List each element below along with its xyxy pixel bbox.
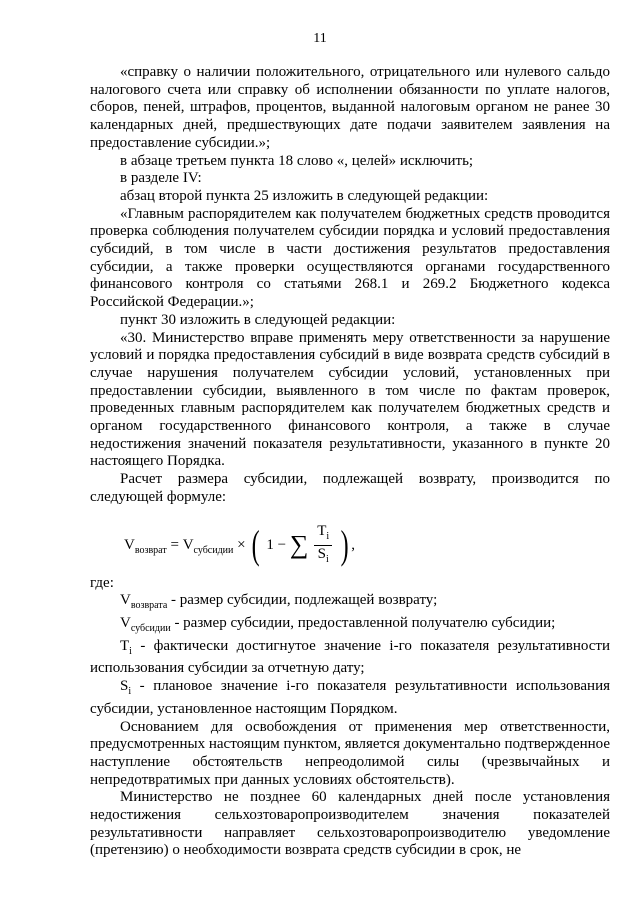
formula-t: T <box>317 522 327 539</box>
left-paren: ( <box>252 521 261 567</box>
formula-v2: V <box>182 536 194 553</box>
paragraph: в абзаце третьем пункта 18 слово «, целей» исключить; <box>120 152 474 169</box>
def-symbol-sub: i <box>129 645 132 657</box>
definition-t <box>90 638 610 678</box>
formula-times: × <box>237 536 246 553</box>
fraction-denominator <box>314 546 332 568</box>
definition-v-subsidy <box>90 615 610 638</box>
def-text: - размер субсидии, подлежащей возврату; <box>167 592 438 609</box>
formula-one: 1 <box>266 536 274 553</box>
def-text: - размер субсидии, предоставленной получателю субсидии; <box>170 614 556 631</box>
formula-s: S <box>317 545 326 562</box>
formula-t-sub: i <box>326 530 330 542</box>
formula-comma: , <box>351 536 355 553</box>
paragraph: Министерство не позднее 60 календарных дней после установления недостижения сельхозтоваропроизводителем значения показателей результативности направляет сельхозтоваропроизводителю уведомление (претензию) о необходимости возврата средств субсидии в срок, не <box>90 789 610 859</box>
document-body <box>90 64 610 860</box>
right-paren: ) <box>340 521 349 567</box>
def-symbol: V <box>120 614 131 631</box>
fraction-numerator <box>314 523 332 546</box>
def-symbol: V <box>120 592 131 609</box>
def-symbol: S <box>120 678 129 695</box>
paragraph: абзац второй пункта 25 изложить в следующей редакции: <box>120 187 489 204</box>
paragraph: в разделе IV: <box>120 170 202 187</box>
refund-formula <box>90 515 610 569</box>
def-symbol: T <box>120 637 130 654</box>
paragraph: «Главным распорядителем как получателем бюджетных средств проводится проверка соблюдения получателем субсидии порядка и условий предоставления субсидий, в том числе в части достижения результатов предоставления субсидии, а также проверки осуществляются органами государственного финансового контроля со статьями 268.1 и 269.2 Бюджетного кодекса Российской Федерации.»; <box>90 205 610 311</box>
def-text: - фактически достигнутое значение i-го показателя результативности использования субсидии за отчетную дату; <box>90 637 610 677</box>
paragraph: Расчет размера субсидии, подлежащей возврату, производится по следующей формуле: <box>90 471 610 505</box>
formula-eq: = <box>170 536 179 553</box>
formula-sigma: ∑ <box>289 529 309 559</box>
def-symbol-sub: возврата <box>130 600 168 612</box>
formula-fraction <box>314 523 332 568</box>
formula-minus: − <box>277 536 287 553</box>
formula-s-sub: i <box>325 553 329 565</box>
page-number: 11 <box>313 31 327 46</box>
paragraph: Основанием для освобождения от применения мер ответственности, предусмотренных настоящим пунктом, является документально подтвержденное наступление обстоятельств непреодолимой силы (чрезвычайных и непредотвратимых при данных условиях обстоятельств). <box>90 718 610 788</box>
def-symbol-sub: i <box>128 686 132 698</box>
definition-v-refund <box>90 592 610 615</box>
def-symbol-sub: субсидии <box>130 622 171 634</box>
def-text: - плановое значение i-го показателя результативности использования субсидии, установленное настоящим Порядком. <box>90 678 610 717</box>
paragraph: «справку о наличии положительного, отрицательного или нулевого сальдо налогового счета или справку об исполнении обязанности по уплате налогов, сборов, пеней, штрафов, процентов, выданной налоговым органом не ранее 30 календарных дней, предшествующих дате подачи заявителем заявления на предоставление субсидии.»; <box>90 64 610 151</box>
formula-v-sub: возврат <box>134 544 167 556</box>
where-label: где: <box>90 574 114 591</box>
paragraph: «30. Министерство вправе применять меру ответственности за нарушение условий и порядка предоставления субсидий в виде возврата средств субсидий в случае нарушения получателем субсидии условий, установленных при предоставлении субсидии, выявленного в том числе по фактам проверок, проведенных главным распорядителем как получателем бюджетных средств и органом государственного финансового контроля, а также в случае недостижения значений показателя результативности, указанного в пункте 20 настоящего Порядка. <box>90 329 610 470</box>
paragraph: пункт 30 изложить в следующей редакции: <box>120 311 396 328</box>
formula-v: V <box>124 536 135 553</box>
definition-s <box>90 678 610 718</box>
formula-v2-sub: субсидии <box>193 544 234 556</box>
